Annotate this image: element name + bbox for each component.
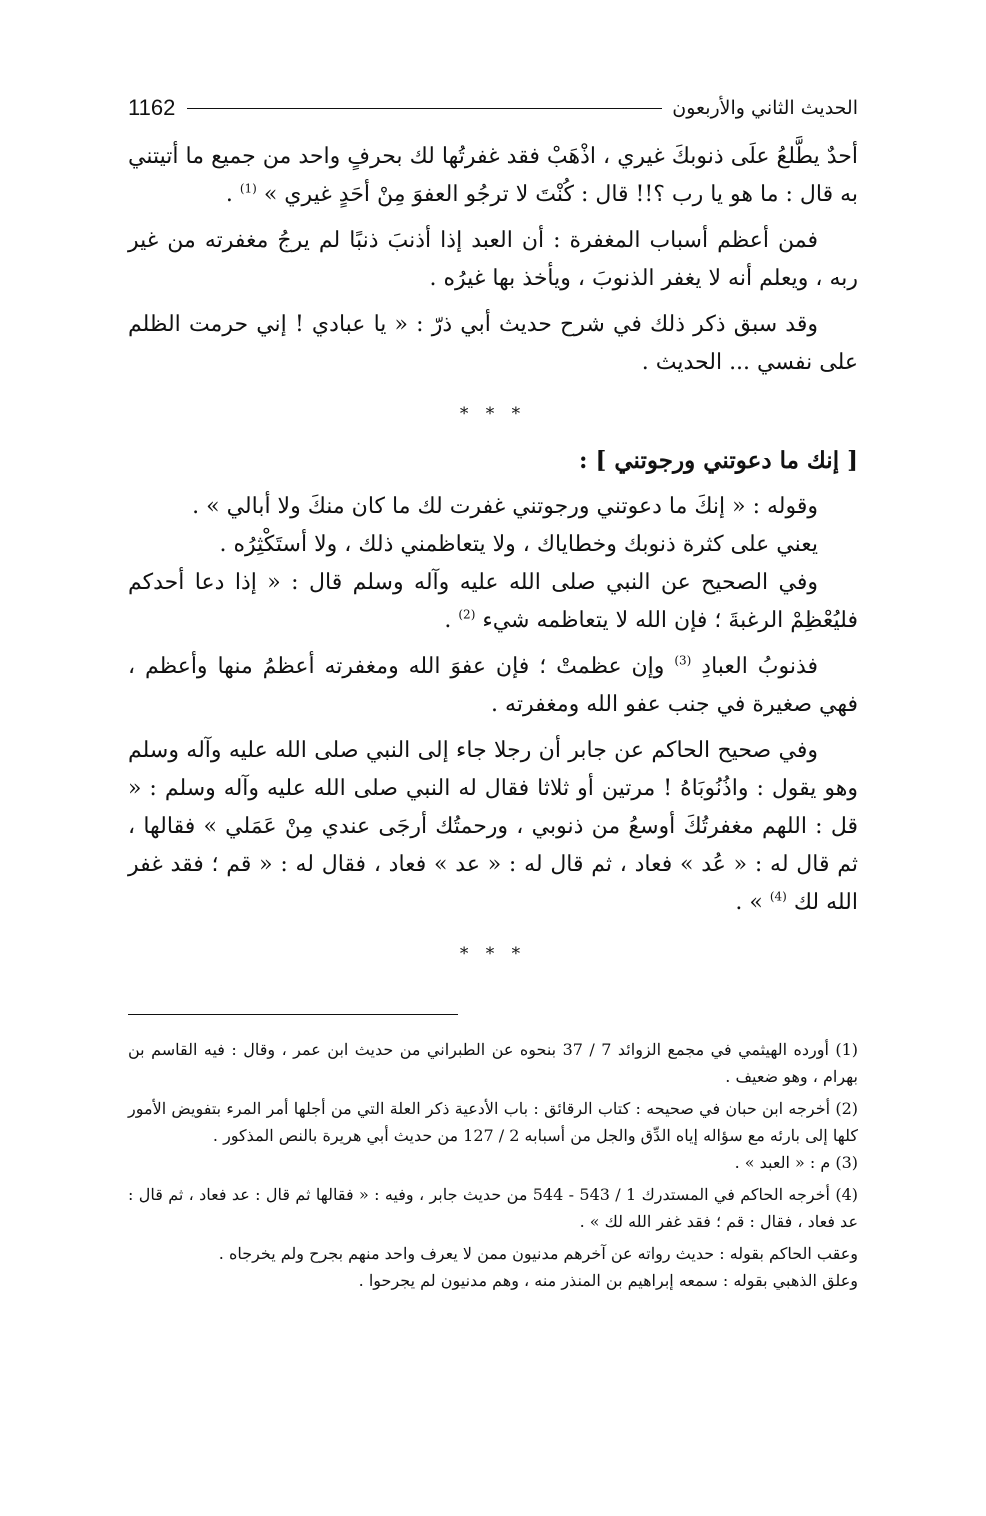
paragraph-7: فذنوبُ العبادِ $^{(3)}$ وإن عظمتْ ؛ فإن عفوَ الله ومغفرته أعظمُ منها وأعظم ، فهي صغيرة في جنب عفو الله ومغفرته . <box>128 653 858 717</box>
paragraph-6: وفي الصحيح عن النبي صلى الله عليه وآله وسلم قال : « إذا دعا أحدكم فليُعْظِمْ الرغبةَ ؛ فإن الله لا يتعاظمه شيء $^{(2)}$ . <box>128 570 858 633</box>
footnote-rule <box>128 1014 458 1015</box>
footnote-1: (1) أورده الهيثمي في مجمع الزوائد 7 / 37 بنحوه عن الطبراني من حديث ابن عمر ، وقال : فيه القاسم بن بهرام ، وهو ضعيف . <box>128 1040 859 1086</box>
footnote-2: (2) أخرجه ابن حبان في صحيحه : كتاب الرقائق : باب الأدعية ذكر العلة التي من أجلها أمر المرء بتفويض الأمور كلها إلى بارئه مع سؤاله إياه الدِّق والجل من أسبابه 2 / 127 من حديث أبي هريرة بالنص المذكور . <box>128 1099 858 1145</box>
paragraph-5: يعني على كثرة ذنوبك وخطاياك ، ولا يتعاظمني ذلك ، ولا أستَكْثِرُه . <box>219 532 818 557</box>
footnote-3: (3) م : « العبد » . <box>734 1153 858 1172</box>
footnote-ref-4: (4) <box>769 889 787 904</box>
section-separator-2: * * * <box>459 944 527 964</box>
paragraph-4: وقوله : « إنكَ ما دعوتني ورجوتني غفرت لك ما كان منكَ ولا أبالي » . <box>192 494 818 519</box>
footnote-4: (4) أخرجه الحاكم في المستدرك 1 / 543 - 544 من حديث جابر ، وفيه : « فقالها ثم قال : عد فعاد ، ثم قال : عد فعاد ، فقال : قم ؛ فقد غفر الله لك » . <box>128 1185 859 1231</box>
main-text <box>128 138 858 982</box>
paragraph-1: أحدٌ يطَّلعُ علَى ذنوبكَ غيري ، اذْهَبْ فقد غفرتُها لك بحرفٍ واحد من جميع ما أتيتني به قال : ما هو يا رب ؟!! قال : كُنْتَ لا ترجُو العفوَ مِنْ أحَدٍ غيري » $^{(1)}$ . <box>128 144 858 207</box>
header-rule <box>187 108 662 109</box>
footnote-ref-1: (1) <box>239 181 257 196</box>
footnotes <box>128 1036 858 1294</box>
section-separator: * * * <box>459 404 527 424</box>
paragraph-2: فمن أعظم أسباب المغفرة : أن العبد إذا أذنبَ ذنبًا لم يرجُ مغفرته من غير ربه ، ويعلم أنه لا يغفر الذنوبَ ، ويأخذ بها غيرُه . <box>128 228 858 291</box>
footnote-4-comment-1: وعقب الحاكم بقوله : حديث رواته عن آخرهم مدنيون ممن لا يعرف واحد منهم بجرح ولم يخرجاه . <box>218 1244 858 1263</box>
footnote-4-comment-2: وعلق الذهبي بقوله : سمعه إبراهيم بن المنذر منه ، وهم مدنيون لم يجرحوا . <box>358 1271 858 1290</box>
section-heading: [ إنك ما دعوتني ورجوتني ] : <box>579 447 858 474</box>
page-number: 1162 <box>128 95 176 120</box>
footnote-ref-3: (3) <box>674 653 692 668</box>
page-header <box>128 90 858 126</box>
paragraph-3: وقد سبق ذكر ذلك في شرح حديث أبي ذرّ : « يا عبادي ! إني حرمت الظلم على نفسي ... الحديث . <box>128 312 858 375</box>
footnote-ref-2: (2) <box>458 607 476 622</box>
paragraph-8: وفي صحيح الحاكم عن جابر أن رجلا جاء إلى النبي صلى الله عليه وآله وسلم وهو يقول : واذُنُوبَاهُ ! مرتين أو ثلاثا فقال له النبي صلى الله عليه وآله وسلم : « قل : اللهم مغفرتُكَ أوسعُ من ذنوبي ، ورحمتُك أرجَى عندي مِنْ عَمَلي » فقالها ، ثم قال له : « عُد » فعاد ، ثم قال له : « عد » فعاد ، فقال له : « قم ؛ فقد غفر الله لك $^{(4)}$ » . <box>128 738 858 915</box>
running-title: الحديث الثاني والأربعون <box>672 97 858 119</box>
